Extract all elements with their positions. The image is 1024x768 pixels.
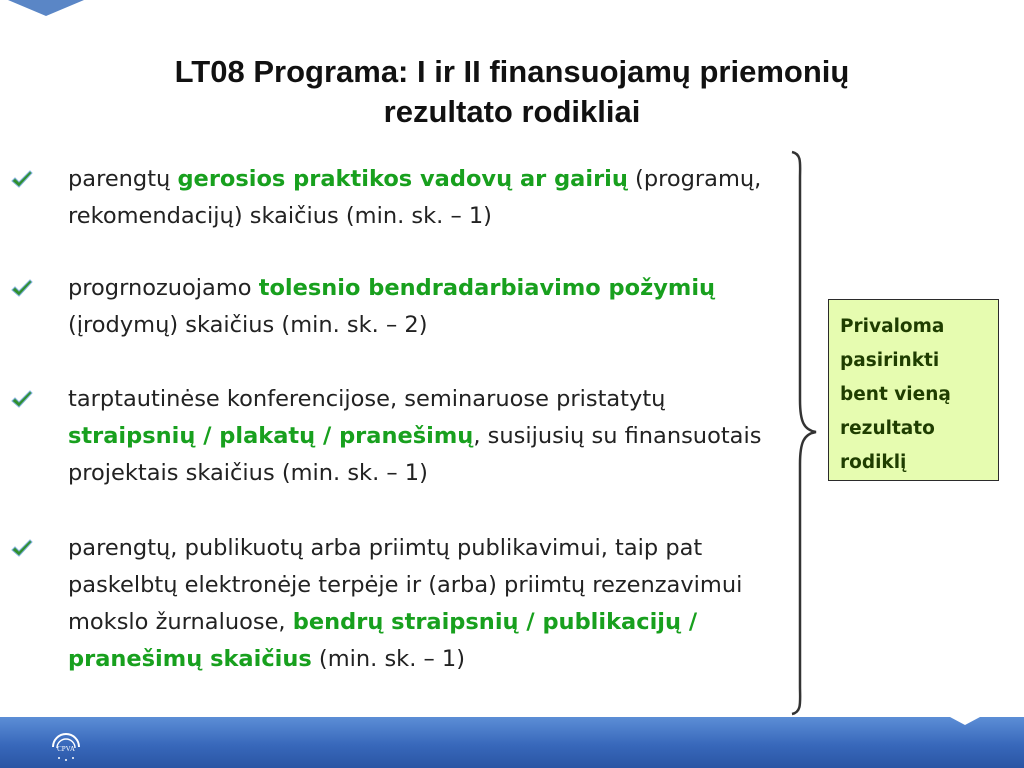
- bullet-text-4: [68, 530, 783, 678]
- title-line-1: LT08 Programa: I ir II finansuojamų priemonių: [174, 54, 850, 89]
- note-line-5: rodiklį: [840, 452, 907, 473]
- bullet-2-rest: (įrodymų) skaičius (min. sk. – 2): [68, 312, 428, 338]
- note-line-3: bent vieną: [840, 384, 951, 405]
- bullet-4-rest: (min. sk. – 1): [311, 646, 465, 672]
- bullet-text-2: [68, 270, 783, 344]
- bullet-1-text: parengtų: [68, 166, 178, 192]
- footer-bar: [0, 717, 1024, 768]
- bullet-1-rest: (programų, rekomendacijų) skaičius (min. sk. – 1): [68, 166, 762, 229]
- bullet-2-text: progrnozuojamo: [68, 275, 259, 301]
- footer-notch: [950, 717, 980, 725]
- note-line-4: rezultato: [840, 418, 935, 439]
- bullet-1-highlight: gerosios praktikos vadovų ar gairių: [177, 166, 628, 192]
- bullet-3-text: tarptautinėse konferencijose, seminaruose pristatytų: [68, 386, 666, 412]
- right-brace: [788, 150, 820, 716]
- note-line-2: pasirinkti: [840, 350, 940, 371]
- required-note-box: [828, 299, 999, 481]
- checkmark-icon: [10, 279, 34, 299]
- checkmark-icon: [10, 390, 34, 410]
- bullet-3-highlight: straipsnių / plakatų / pranešimų: [68, 423, 474, 449]
- cpva-logo-icon: [46, 727, 86, 763]
- checkmark-icon: [10, 539, 34, 559]
- logo-text: CPVA: [57, 745, 75, 753]
- bullet-text-1: [68, 161, 783, 235]
- checkmark-icon: [10, 170, 34, 190]
- bullet-4-highlight: bendrų straipsnių / publikacijų / pranešimų skaičius: [68, 609, 698, 672]
- note-line-1: Privaloma: [840, 316, 945, 337]
- bullet-4-text: parengtų, publikuotų arba priimtų publikavimui, taip pat paskelbtų elektronėje terpėje ir (arba) priimtų rezenzavimui mokslo žurnaluose,: [68, 535, 743, 635]
- bullet-2-highlight: tolesnio bendradarbiavimo požymių: [258, 275, 716, 301]
- bullet-3-rest: , susijusių su finansuotais projektais skaičius (min. sk. – 1): [68, 423, 762, 486]
- bullet-text-3: [68, 381, 783, 492]
- title-line-2: rezultato rodikliai: [383, 94, 641, 129]
